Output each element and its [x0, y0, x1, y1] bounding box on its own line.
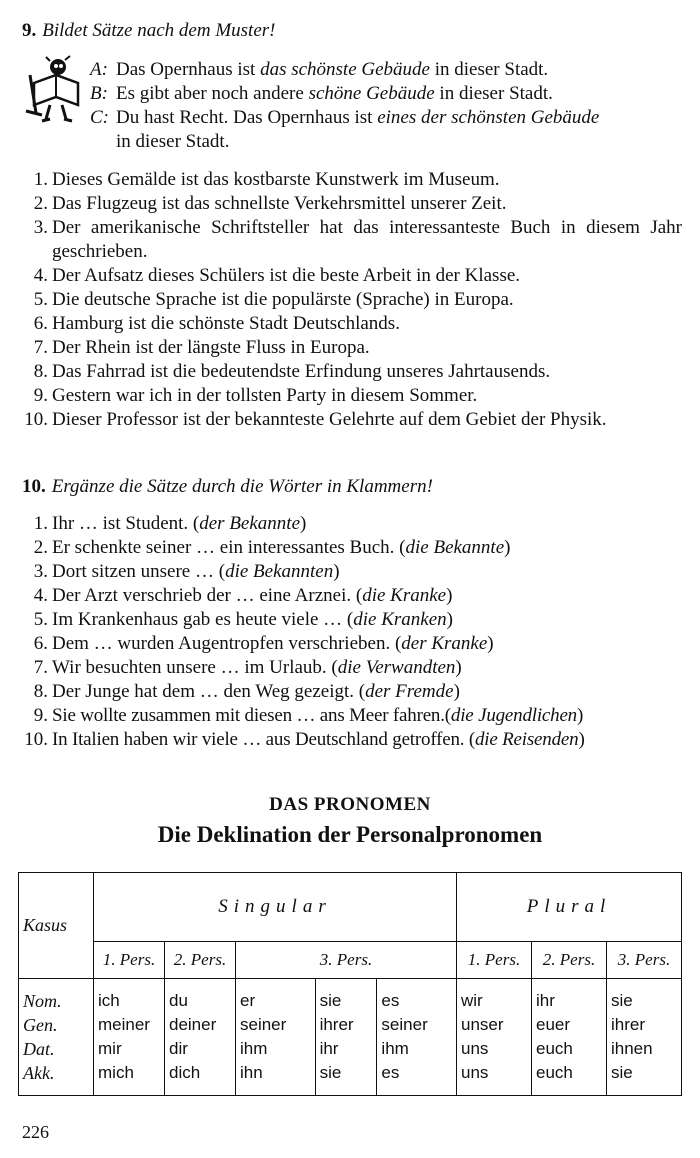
singular-header: Singular — [94, 873, 457, 942]
list-item: 8. Das Fahrrad ist die bedeutendste Erfindung unseres Jahrtausends. — [33, 361, 551, 382]
sg-1-pers-header: 1. Pers. — [94, 942, 165, 979]
list-item: 1. Ihr … ist Student. (der Bekannte) — [33, 513, 307, 534]
list-item: 10. In Italien haben wir viele … aus Deutschland getroffen. (die Reisenden) — [24, 729, 585, 750]
list-item: 1. Dieses Gemälde ist das kostbarste Kunstwerk im Museum. — [33, 169, 500, 190]
list-item: 9. Sie wollte zusammen mit diesen … ans Meer fahren.(die Jugendlichen) — [33, 705, 584, 726]
exercise-10-heading — [22, 476, 433, 498]
list-item: 5. Die deutsche Sprache ist die populärste (Sprache) in Europa. — [33, 289, 514, 310]
list-item: 8. Der Junge hat dem … den Weg gezeigt. (der Fremde) — [33, 681, 460, 702]
pl-3-pers-header: 3. Pers. — [607, 942, 682, 979]
sie-sg-column: sie ihrer ihr sie — [315, 979, 377, 1096]
list-item: 2. Das Flugzeug ist das schnellste Verkehrsmittel unserer Zeit. — [33, 193, 507, 214]
exercise-10-list — [22, 512, 682, 752]
model-dialogue — [90, 58, 690, 154]
pl-1-pers-header: 1. Pers. — [457, 942, 532, 979]
sie-pl-column: sie ihrer ihnen sie — [607, 979, 682, 1096]
list-item: 7. Der Rhein ist der längste Fluss in Europa. — [33, 337, 370, 358]
exercise-9-heading — [22, 20, 275, 42]
model-line-b: B: Es gibt aber noch andere schöne Gebäude in dieser Stadt. — [90, 83, 553, 104]
list-item: 10. Dieser Professor ist der bekannteste Gelehrte auf dem Gebiet der Physik. — [24, 409, 607, 430]
wir-column: wir unser uns uns — [457, 979, 532, 1096]
list-item: 6. Dem … wurden Augentropfen verschrieben. (der Kranke) — [33, 633, 494, 654]
plural-header: Plural — [457, 873, 682, 942]
model-line-c-cont: in dieser Stadt. — [116, 131, 230, 152]
table-row — [19, 979, 682, 1096]
er-column: er seiner ihm ihn — [236, 979, 316, 1096]
list-item: 4. Der Arzt verschrieb der … eine Arznei. (die Kranke) — [33, 585, 453, 606]
exercise-9-list — [22, 168, 682, 432]
list-item: 4. Der Aufsatz dieses Schülers ist die beste Arbeit in der Klasse. — [33, 265, 521, 286]
sg-3-pers-header: 3. Pers. — [236, 942, 457, 979]
case-labels-cell: Nom. Gen. Dat. Akk. — [19, 979, 94, 1096]
list-item: 9. Gestern war ich in der tollsten Party in diesem Sommer. — [33, 385, 478, 406]
section-title: DAS PRONOMEN — [269, 794, 431, 815]
exercise-instruction: Ergänze die Sätze durch die Wörter in Klammern! — [51, 476, 433, 497]
exercise-number: 9. — [22, 20, 37, 41]
personal-pronoun-table — [18, 872, 682, 1096]
exercise-number: 10. — [22, 476, 46, 497]
sg-2-pers-header: 2. Pers. — [165, 942, 236, 979]
list-item: 2. Er schenkte seiner … ein interessantes Buch. (die Bekannte) — [33, 537, 511, 558]
page-number: 226 — [22, 1122, 49, 1142]
ihr-column: ihr euer euch euch — [532, 979, 607, 1096]
list-item: 5. Im Krankenhaus gab es heute viele … (die Kranken) — [33, 609, 453, 630]
list-item: 3. Der amerikanische Schriftsteller hat das interessanteste Buch in diesem Jahr geschrieben. — [33, 217, 682, 262]
es-column: es seiner ihm es — [377, 979, 457, 1096]
pl-2-pers-header: 2. Pers. — [532, 942, 607, 979]
exercise-instruction: Bildet Sätze nach dem Muster! — [42, 20, 276, 41]
reading-person-icon — [20, 55, 82, 125]
section-subtitle: Die Deklination der Personalpronomen — [157, 822, 543, 847]
model-line-a: A: Das Opernhaus ist das schönste Gebäude in dieser Stadt. — [90, 59, 549, 80]
list-item: 7. Wir besuchten unsere … im Urlaub. (die Verwandten) — [33, 657, 462, 678]
list-item: 3. Dort sitzen unsere … (die Bekannten) — [33, 561, 340, 582]
du-column: du deiner dir dich — [165, 979, 236, 1096]
ich-column: ich meiner mir mich — [94, 979, 165, 1096]
kasus-header: Kasus — [19, 873, 94, 979]
list-item: 6. Hamburg ist die schönste Stadt Deutschlands. — [33, 313, 400, 334]
model-line-c: C: Du hast Recht. Das Opernhaus ist eines der schönsten Gebäude — [90, 107, 600, 128]
